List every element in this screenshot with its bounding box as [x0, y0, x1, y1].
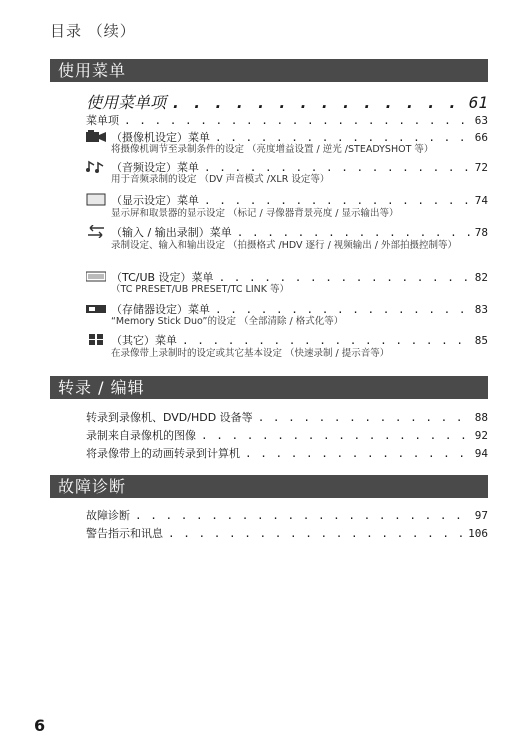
- page-number: 6: [34, 716, 46, 735]
- leader-dots: [237, 226, 470, 239]
- memory-card-icon: [86, 302, 106, 315]
- section-bar-menu: 使用菜单: [50, 59, 488, 82]
- toc-entry-label: （输入 / 输出录制）菜单: [111, 226, 232, 239]
- toc-entry-description: 录制设定、输入和输出设定 （拍摄格式 /HDV 逐行 / 视频输出 / 外部拍摄控制等）: [111, 240, 458, 251]
- toc-entry-page: 83: [474, 303, 488, 316]
- continued-heading: 目录 （续）: [50, 22, 136, 40]
- in-out-arrows-icon: [86, 225, 106, 238]
- toc-entry-label: 使用菜单项: [86, 93, 167, 112]
- toc-entry-description: 用于音频录制的设定 （DV 声音模式 /XLR 设定等）: [111, 174, 330, 185]
- toc-entry-page: 85: [474, 334, 488, 347]
- leader-dots: [135, 509, 470, 522]
- toc-entry-display-settings[interactable]: [86, 191, 488, 208]
- toc-entry-label: 录制来自录像机的图像: [86, 429, 196, 442]
- toc-entry-description: 显示屏和取景器的显示设定 （标记 / 寻像器背景亮度 / 显示输出等）: [111, 208, 399, 219]
- toc-entry-page: 63: [474, 114, 488, 127]
- toc-entry-dubbing-to-computer[interactable]: [86, 445, 488, 461]
- toc-entry-description: （TC PRESET/UB PRESET/TC LINK 等）: [111, 284, 289, 295]
- toc-entry-page: 74: [474, 194, 488, 207]
- toc-entry-page: 94: [474, 447, 488, 460]
- toc-entry-page: 82: [474, 271, 488, 284]
- toc-entry-description: 在录像带上录制时的设定或其它基本设定 （快速录制 / 提示音等）: [111, 348, 390, 359]
- leader-dots: [258, 411, 470, 424]
- toc-entry-page: 92: [474, 429, 488, 442]
- toc-entry-label: 菜单项: [86, 114, 119, 127]
- toolbox-icon: [86, 333, 106, 346]
- leader-dots: [171, 93, 464, 112]
- toc-entry-page: 106: [468, 527, 488, 540]
- toc-entry-warnings[interactable]: [86, 525, 488, 541]
- toc-entry-label: 将录像带上的动画转录到计算机: [86, 447, 240, 460]
- toc-entry-other-settings[interactable]: [86, 331, 488, 348]
- toc-entry-label: 转录到录像机、DVD/HDD 设备等: [86, 411, 253, 424]
- leader-dots: [124, 114, 470, 127]
- toc-entry-page: 66: [474, 131, 488, 144]
- toc-entry-using-menu[interactable]: [86, 90, 488, 113]
- toc-entry-dubbing-to-vcr[interactable]: [86, 409, 488, 425]
- display-icon: [86, 193, 106, 206]
- camera-icon: [86, 130, 106, 143]
- toc-entry-label: 故障诊断: [86, 509, 130, 522]
- leader-dots: [201, 429, 470, 442]
- toc-entry-label: （音频设定）菜单: [111, 161, 199, 174]
- toc-entry-label: （存储器设定）菜单: [111, 303, 210, 316]
- toc-entry-page: 78: [474, 226, 488, 239]
- toc-entry-page: 61: [468, 93, 488, 112]
- toc-entry-label: 警告指示和讯息: [86, 527, 163, 540]
- leader-dots: [182, 334, 470, 347]
- section-bar-dubbing-editing: 转录 / 编辑: [50, 376, 488, 399]
- toc-entry-description: 将摄像机调节至录制条件的设定 （亮度增益设置 / 逆光 /STEADYSHOT 等）: [111, 144, 434, 155]
- tc-ub-icon: [86, 270, 106, 283]
- toc-entry-page: 97: [474, 509, 488, 522]
- toc-entry-recording-from-vcr[interactable]: [86, 427, 488, 443]
- toc-entry-description: “Memory Stick Duo”的设定 （全部清除 / 格式化等）: [111, 316, 344, 327]
- toc-entry-page: 88: [474, 411, 488, 424]
- leader-dots: [204, 194, 470, 207]
- toc-entry-menu-items[interactable]: [86, 112, 488, 128]
- toc-entry-label: （TC/UB 设定）菜单: [111, 271, 214, 284]
- toc-entry-label: （摄像机设定）菜单: [111, 131, 210, 144]
- leader-dots: [245, 447, 470, 460]
- toc-entry-page: 72: [474, 161, 488, 174]
- leader-dots: [168, 527, 463, 540]
- toc-entry-label: （显示设定）菜单: [111, 194, 199, 207]
- audio-note-icon: [86, 160, 106, 173]
- toc-entry-troubleshooting[interactable]: [86, 507, 488, 523]
- section-bar-troubleshooting: 故障诊断: [50, 475, 488, 498]
- toc-entry-in-out-recording[interactable]: [86, 223, 488, 240]
- toc-entry-label: （其它）菜单: [111, 334, 177, 347]
